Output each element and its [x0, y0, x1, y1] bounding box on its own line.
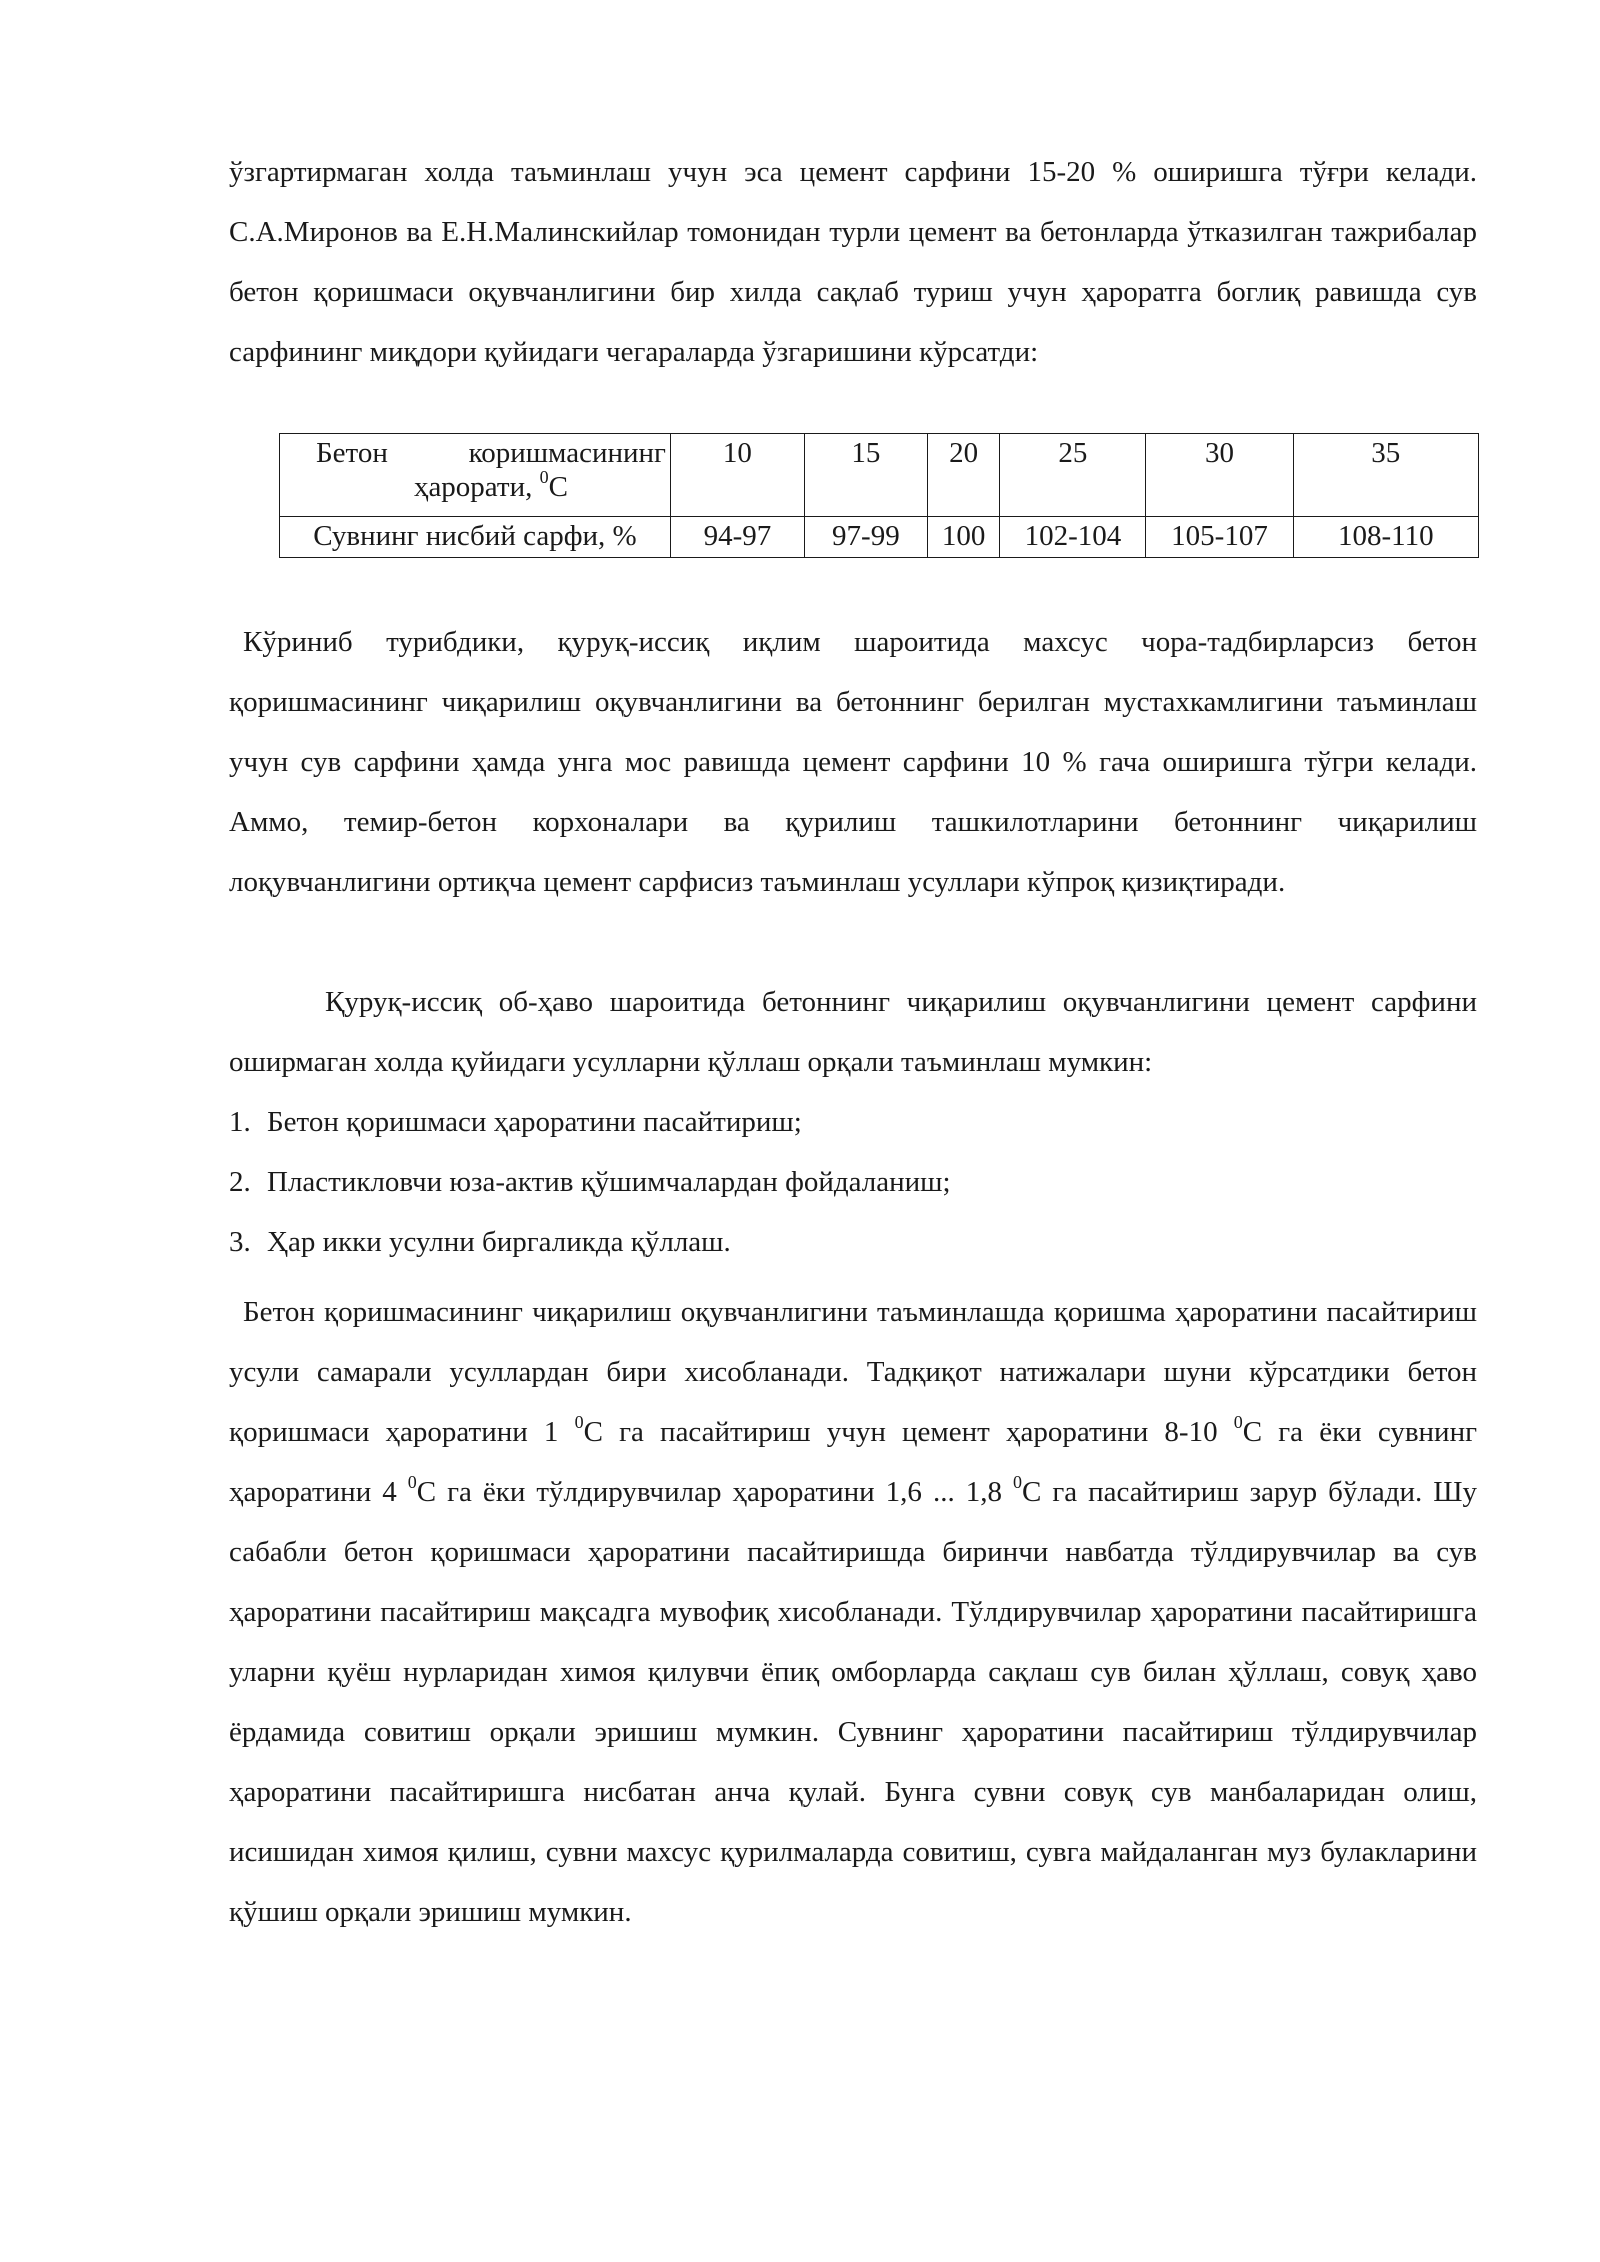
- table-cell: 10: [670, 434, 804, 517]
- paragraph-cooling: [229, 1282, 1477, 1942]
- degree-sup: 0: [407, 1472, 417, 1493]
- table-cell: 105-107: [1146, 517, 1293, 558]
- water-consumption-table: [279, 433, 1479, 558]
- text-run: С га ёки сувнинг ҳароратини 4: [229, 1416, 1477, 1508]
- table-row: [280, 517, 1479, 558]
- table-cell: 94-97: [670, 517, 804, 558]
- paragraph-methods-intro: [229, 972, 1477, 1092]
- list-number: 2.: [229, 1166, 251, 1198]
- paragraph-text: ўзгартирмаган холда таъминлаш учун эса цемент сарфини 15-20 % оширишга тўғри келади. С.А.Миронов ва Е.Н.Малинскийлар томонидан турли цемент ва бетонларда ўтказилган тажрибалар бетон қоришмаси оқувчанлигини бир хилда сақлаб туриш учун ҳароратга боглиқ равишда сув сарфининг миқдори қуйидаги чегараларда ўзгаришини кўрсатди:: [229, 156, 1477, 368]
- paragraph-text: Кўриниб турибдики, қуруқ-иссиқ иқлим шароитида махсус чора-тадбирларсиз бетон қоришмасининг чиқарилиш оқувчанлигини ва бетоннинг берилган мустахкамлигини таъминлаш учун сув сарфини ҳамда унга мос равишда цемент сарфини 10 % гача оширишга тўгри келади. Аммо, темир-бетон корхоналари ва қурилиш ташкилотларини бетоннинг чиқарилиш лоқувчанлигини ортиқча цемент сарфисиз таъминлаш усуллари кўпроқ қизиқтиради.: [229, 626, 1477, 898]
- paragraph-intro: [229, 142, 1477, 382]
- list-item: [229, 1212, 1477, 1272]
- unit: С: [548, 471, 568, 503]
- paragraph-text: Қуруқ-иссиқ об-ҳаво шароитида бетоннинг чиқарилиш оқувчанлигини цемент сарфини оширмаган холда қуйидаги усулларни қўллаш орқали таъминлаш мумкин:: [229, 986, 1477, 1078]
- text-run: С га пасайтириш зарур бўлади. Шу сабабли бетон қоришмаси ҳароратини пасайтиришда биринчи навбатда тўлдирувчилар ва сув ҳароратини пасайтириш мақсадга мувофиқ хисобланади. Тўлдирувчилар ҳароратини пасайтиришга уларни қуёш нурларидан химоя қилувчи ёпиқ омборларда сақлаш сув билан ҳўллаш, совуқ ҳаво ёрдамида совитиш орқали эришиш мумкин. Сувнинг ҳароратини пасайтириш тўлдирувчилар ҳароратини пасайтиришга нисбатан анча қулай. Бунга сувни совуқ сув манбаларидан олиш, исишидан химоя қилиш, сувни махсус қурилмаларда совитиш, сувга майдаланган муз булакларини қўшиш орқали эришиш мумкин.: [229, 1476, 1477, 1928]
- list-number: 1.: [229, 1106, 251, 1138]
- degree-sup: 0: [539, 467, 549, 488]
- degree-sup: 0: [574, 1412, 584, 1433]
- table-cell: 100: [927, 517, 1000, 558]
- text-run: Бетон қоришмасининг чиқарилиш оқувчанлигини таъминлашда қоришма ҳароратини пасайтириш усули самарали усуллардан бири хисобланади. Тадқиқот натижалари шуни кўрсатдики бетон қоришмаси ҳароратини 1: [229, 1296, 1477, 1448]
- degree-sup: 0: [1012, 1472, 1022, 1493]
- degree-sup: 0: [1233, 1412, 1243, 1433]
- paragraph-text: [229, 1282, 1477, 1942]
- label-line: Бетон коришмасининг: [316, 437, 666, 469]
- table-row: [280, 434, 1479, 517]
- list-item: [229, 1092, 1477, 1152]
- list-text: Пластикловчи юза-актив қўшимчалардан фойдаланиш;: [267, 1166, 951, 1198]
- text-run: С га ёки тўлдирувчилар ҳароратини 1,6 ... 1,8: [416, 1476, 1013, 1508]
- label-line: ҳарорати,: [413, 471, 533, 503]
- table-cell: 35: [1293, 434, 1478, 517]
- list-number: 3.: [229, 1226, 251, 1258]
- paragraph-conclusion: [229, 612, 1477, 912]
- table-cell: 97-99: [804, 517, 927, 558]
- table-cell: 20: [927, 434, 1000, 517]
- text-run: С га пасайтириш учун цемент ҳароратини 8-10: [583, 1416, 1234, 1448]
- methods-list: [229, 1092, 1477, 1272]
- table-cell: 25: [1000, 434, 1146, 517]
- table-cell: 30: [1146, 434, 1293, 517]
- table-cell: 102-104: [1000, 517, 1146, 558]
- table-row-label-temperature: [280, 434, 671, 517]
- list-item: [229, 1152, 1477, 1212]
- list-text: Ҳар икки усулни биргаликда қўллаш.: [267, 1226, 731, 1258]
- table-cell: 108-110: [1293, 517, 1478, 558]
- table-cell: 15: [804, 434, 927, 517]
- list-text: Бетон қоришмаси ҳароратини пасайтириш;: [267, 1106, 802, 1138]
- table-row-label-water: Сувнинг нисбий сарфи, %: [280, 517, 671, 558]
